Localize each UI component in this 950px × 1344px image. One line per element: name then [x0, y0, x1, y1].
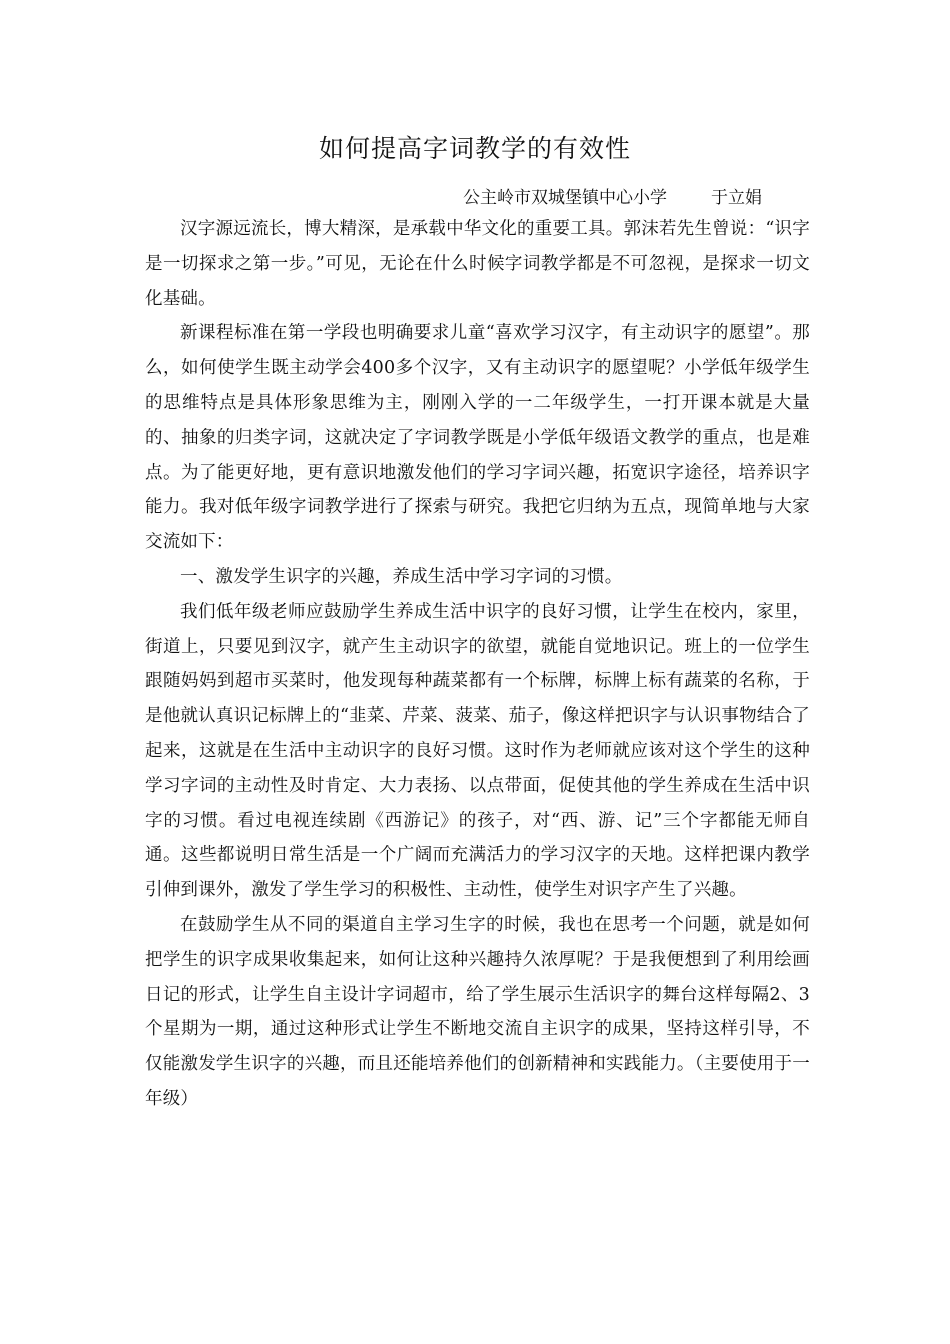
paragraph-curriculum: 新课程标准在第一学段也明确要求儿童“喜欢学习汉字，有主动识字的愿望”。那么，如何使学生既主动学会400多个汉字，又有主动识字的愿望呢？小学低年级学生的思维特点是具体形象思维为主，刚刚入学的一二年级学生，一打开课本就是大量的、抽象的归类字词，这就决定了字词教学既是小学低年级语文教学的重点，也是难点。为了能更好地，更有意识地激发他们的学习字词兴趣，拓宽识字途径，培养识字能力。我对低年级字词教学进行了探索与研究。我把它归纳为五点，现简单地与大家交流如下：	[145, 323, 810, 553]
paragraph-word-supermarket: 在鼓励学生从不同的渠道自主学习生字的时候，我也在思考一个问题，就是如何把学生的识字成果收集起来，如何让这种兴趣持久浓厚呢？于是我便想到了利用绘画日记的形式，让学生自主设计字词超市，给了学生展示生活识字的舞台这样每隔2、3个星期为一期，通过这种形式让学生不断地交流自主识字的成果，坚持这样引导，不仅能激发学生识字的兴趣，而且还能培养他们的创新精神和实践能力。（主要使用于一年级）	[145, 914, 810, 1109]
document-body	[145, 212, 810, 1117]
paragraph-life-literacy: 我们低年级老师应鼓励学生养成生活中识字的良好习惯，让学生在校内，家里，街道上，只要见到汉字，就产生主动识字的欲望，就能自觉地识记。班上的一位学生跟随妈妈到超市买菜时，他发现每种蔬菜都有一个标牌，标牌上标有蔬菜的名称，于是他就认真识记标牌上的“韭菜、芹菜、菠菜、茄子，像这样把识字与认识事物结合了起来，这就是在生活中主动识字的良好习惯。这时作为老师就应该对这个学生的这种学习字词的主动性及时肯定、大力表扬、以点带面，促使其他的学生养成在生活中识字的习惯。看过电视连续剧《西游记》的孩子，对“西、游、记”三个字都能无师自通。这些都说明日常生活是一个广阔而充满活力的学习汉字的天地。这样把课内教学引伸到课外，激发了学生学习的积极性、主动性，使学生对识字产生了兴趣。	[145, 601, 810, 901]
section-heading-1: 一、激发学生识字的兴趣，养成生活中学习字词的习惯。	[180, 566, 623, 587]
paragraph-intro: 汉字源远流长，博大精深，是承载中华文化的重要工具。郭沫若先生曾说：“识字是一切探求之第一步。”可见，无论在什么时候字词教学都是不可忽视，是探求一切文化基础。	[145, 219, 810, 309]
document-title: 如何提高字词教学的有效性	[318, 134, 631, 163]
author-name: 于立娟	[711, 188, 762, 208]
author-school: 公主岭市双城堡镇中心小学	[463, 188, 667, 208]
author-line	[463, 184, 803, 212]
